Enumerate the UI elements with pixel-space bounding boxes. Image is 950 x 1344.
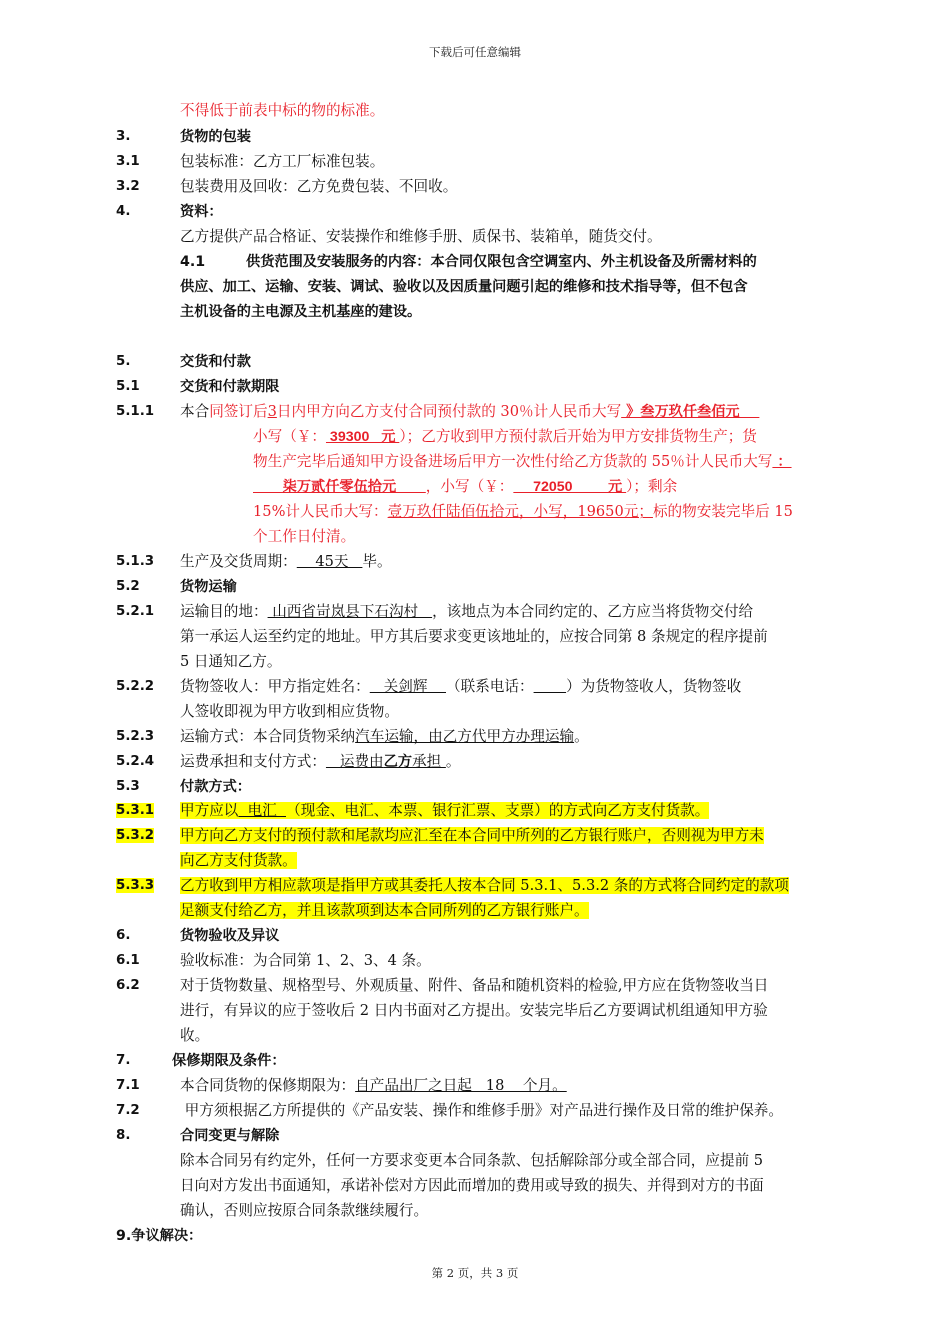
section-5-2-1-line1 <box>180 600 753 624</box>
section-5-3-3-number <box>116 874 154 898</box>
text-segment: 甲方应以 <box>180 802 239 819</box>
text-segment: 承担 <box>412 753 446 770</box>
section-7-1-text <box>180 1074 567 1098</box>
section-4-1-line1 <box>246 250 757 274</box>
section-5-2-1-line3: 5 日通知乙方。 <box>180 653 282 670</box>
section-3-title: 货物的包装 <box>180 129 251 145</box>
section-3-number: 3. <box>116 129 131 144</box>
text-segment: ）为货物签收人，货物签收 <box>566 678 742 695</box>
section-6-2-line3: 收。 <box>180 1027 210 1044</box>
section-5-2-2-line2: 人签收即视为甲方收到相应货物。 <box>180 703 399 720</box>
section-8-title: 合同变更与解除 <box>180 1128 280 1144</box>
section-5-2-4-number: 5.2.4 <box>116 754 155 769</box>
section-3-1-text: 包装标准：乙方工厂标准包装。 <box>180 153 385 170</box>
text-segment: ）；乙方收到甲方预付款后开始为甲方安排货物生产；货 <box>399 428 757 445</box>
section-5-3-2-line2 <box>180 849 297 873</box>
section-5-1-1-line6: 个工作日付清。 <box>253 528 356 545</box>
section-6-title: 货物验收及异议 <box>180 928 280 944</box>
section-8-number: 8. <box>116 1128 131 1143</box>
section-5-1-1-line1 <box>180 400 759 424</box>
amount-number-1: 39300 元 <box>325 429 400 445</box>
text-segment: 运输目的地： <box>180 603 268 620</box>
section-4-body: 乙方提供产品合格证、安装操作和维修手册、质保书、装箱单，随货交付。 <box>180 228 662 245</box>
section-6-1-number: 6.1 <box>116 953 140 968</box>
section-5-2-title: 货物运输 <box>180 579 237 595</box>
amount-remainder: 壹万玖仟陆佰伍拾元，小写，19650元； <box>387 503 653 520</box>
section-4-1-number: 4.1 <box>180 254 206 270</box>
continuation-line: 不得低于前表中标的物的标准。 <box>180 102 385 119</box>
text-segment: 运输方式：本合同货物采纳 <box>180 728 356 745</box>
section-5-1-1-line3 <box>253 450 792 474</box>
text-segment: 5.3.1 <box>116 803 155 818</box>
section-8-line3: 确认，否则应按原合同条款继续履行。 <box>180 1202 429 1219</box>
text-segment: 本合同货物的保修期限为： <box>180 1077 356 1094</box>
page-footer: 第 2 页，共 3 页 <box>431 1266 519 1280</box>
section-5-2-4-text <box>180 750 460 774</box>
text-segment: 乙方 <box>383 754 413 770</box>
section-4-1-line1-text: 本合同仅限包含空调室内、外主机设备及所需材料的 <box>430 254 757 270</box>
section-6-number: 6. <box>116 928 131 943</box>
section-5-1-1-number: 5.1.1 <box>116 404 155 419</box>
section-5-1-1-line5 <box>253 500 793 524</box>
section-6-2-number: 6.2 <box>116 978 140 993</box>
section-5-1-1-line2 <box>253 425 757 449</box>
text-segment: 同签订后 <box>209 403 268 420</box>
section-5-3-1-number <box>116 799 154 823</box>
section-6-2-line2: 进行，有异议的应于签收后 2 日内书面对乙方提出。安装完毕后乙方要调试机组通知甲方验 <box>180 1002 768 1019</box>
section-4-1-label: 供货范围及安装服务的内容： <box>246 254 431 270</box>
section-3-2-number: 3.2 <box>116 179 140 194</box>
section-7-title: 保修期限及条件： <box>172 1053 286 1069</box>
section-5-number: 5. <box>116 354 131 369</box>
section-5-2-3-number: 5.2.3 <box>116 729 155 744</box>
section-5-title: 交货和付款 <box>180 354 251 370</box>
text-segment: 标的物安装完毕后 15 <box>652 503 793 520</box>
text-segment: 足额支付给乙方，并且该款项到达本合同所列的乙方银行账户。 <box>180 902 589 919</box>
page-header: 下载后可任意编辑 <box>429 45 521 59</box>
text-segment: 甲方向乙方支付的预付款和尾款均应汇至在本合同中所列的乙方银行账户，否则视为甲方未 <box>180 827 764 844</box>
text-segment: ： <box>772 454 792 470</box>
text-segment: 。 <box>574 728 589 745</box>
transport-method: 汽车运输，由乙方代甲方办理运输 <box>355 728 575 745</box>
section-5-1-number: 5.1 <box>116 379 140 394</box>
text-segment: 物生产完毕后通知甲方设备进场后甲方一次性付给乙方货款的 55％计人民币大写 <box>253 453 773 470</box>
text-segment: 货物签收人：甲方指定姓名： <box>180 678 370 695</box>
section-5-1-title: 交货和付款期限 <box>180 379 280 395</box>
section-5-1-1-line4 <box>253 475 677 499</box>
amount-words-2: 柒万贰仟零伍拾元 <box>253 479 426 495</box>
destination-value: 山西省岢岚县下石沟村 <box>267 603 433 620</box>
section-9-title: 9.争议解决： <box>116 1228 203 1244</box>
text-segment: 3 <box>267 403 277 420</box>
payment-method: 电汇 <box>238 802 287 819</box>
section-8-line2: 日向对方发出书面通知，承诺补偿对方因此而增加的费用或导致的损失、并得到对方的书面 <box>180 1177 764 1194</box>
text-segment: 5.3.2 <box>116 828 155 843</box>
section-6-1-text: 验收标准：为合同第 1、2、3、4 条。 <box>180 952 431 969</box>
section-5-3-2-number <box>116 824 154 848</box>
text-segment: 15%计人民币大写： <box>253 503 388 520</box>
section-5-3-3-line2 <box>180 899 589 923</box>
text-segment: 。 <box>445 753 461 770</box>
text-segment: （联系电话： <box>446 678 534 695</box>
section-5-2-1-number: 5.2.1 <box>116 604 155 619</box>
text-segment: ，小写（￥： <box>425 478 514 495</box>
section-5-2-2-number: 5.2.2 <box>116 679 155 694</box>
section-7-1-number: 7.1 <box>116 1078 140 1093</box>
section-5-2-number: 5.2 <box>116 579 140 594</box>
section-5-3-2-line1 <box>180 824 764 848</box>
section-5-3-number: 5.3 <box>116 779 140 794</box>
section-5-3-title: 付款方式： <box>180 779 251 795</box>
text-segment: 日内甲方向乙方支付合同预付款的 30％计人民币大写 <box>276 403 622 420</box>
section-5-2-1-line2: 第一承运人运至约定的地址。甲方其后要求变更该地址的，应按合同第 8 条规定的程序提前 <box>180 628 768 645</box>
amount-words-1: 》叁万玖仟叁佰元 <box>621 404 760 420</box>
section-5-3-3-line1 <box>180 874 789 898</box>
section-4-title: 资料： <box>180 204 223 220</box>
section-3-2-text: 包装费用及回收：乙方免费包装、不回收。 <box>180 178 458 195</box>
text-segment: 小写（￥： <box>253 428 326 445</box>
text-segment: 5.3.3 <box>116 878 155 893</box>
section-5-1-3-text <box>180 550 392 574</box>
section-7-2-number: 7.2 <box>116 1103 140 1118</box>
text-segment: 向乙方支付货款。 <box>180 852 297 869</box>
section-5-2-2-line1 <box>180 675 741 699</box>
text-segment: 生产及交货周期： <box>180 553 297 570</box>
text-segment: 运费由 <box>325 753 384 770</box>
receiver-name: 关剑辉 <box>369 678 446 695</box>
text-segment: 毕。 <box>362 553 392 570</box>
section-3-1-number: 3.1 <box>116 154 140 169</box>
text-segment: 乙方收到甲方相应款项是指甲方或其委托人按本合同 5.3.1、5.3.2 条的方式将合同约定的款项 <box>180 877 789 894</box>
section-5-3-1-text <box>180 799 709 823</box>
amount-number-2: 72050 元 <box>513 479 627 495</box>
section-8-line1: 除本合同另有约定外，任何一方要求变更本合同条款、包括解除部分或全部合同，应提前 5 <box>180 1152 764 1169</box>
text-segment: ，该地点为本合同约定的、乙方应当将货物交付给 <box>432 603 754 620</box>
text-segment: 本合 <box>180 403 210 420</box>
text-segment: 运费承担和支付方式： <box>180 753 326 770</box>
text-segment: （现金、电汇、本票、银行汇票、支票）的方式向乙方支付货款。 <box>286 802 710 819</box>
section-5-2-3-text <box>180 725 589 749</box>
warranty-period: 自产品出厂之日起 18 个月。 <box>355 1077 567 1094</box>
section-4-number: 4. <box>116 204 131 219</box>
text-segment: ）；剩余 <box>626 478 678 495</box>
receiver-phone <box>534 678 566 695</box>
section-7-2-text: 甲方须根据乙方所提供的《产品安装、操作和维修手册》对产品进行操作及日常的维护保养。 <box>180 1102 783 1119</box>
section-5-1-3-number: 5.1.3 <box>116 554 155 569</box>
delivery-period-value: 45天 <box>296 553 363 570</box>
section-7-number: 7. <box>116 1053 131 1068</box>
section-4-1-line2: 供应、加工、运输、安装、调试、验收以及因质量问题引起的维修和技术指导等，但不包含 <box>180 279 748 295</box>
section-4-1-line3: 主机设备的主电源及主机基座的建设。 <box>180 304 422 320</box>
section-6-2-line1: 对于货物数量、规格型号、外观质量、附件、备品和随机资料的检验,甲方应在货物签收当日 <box>180 977 769 994</box>
